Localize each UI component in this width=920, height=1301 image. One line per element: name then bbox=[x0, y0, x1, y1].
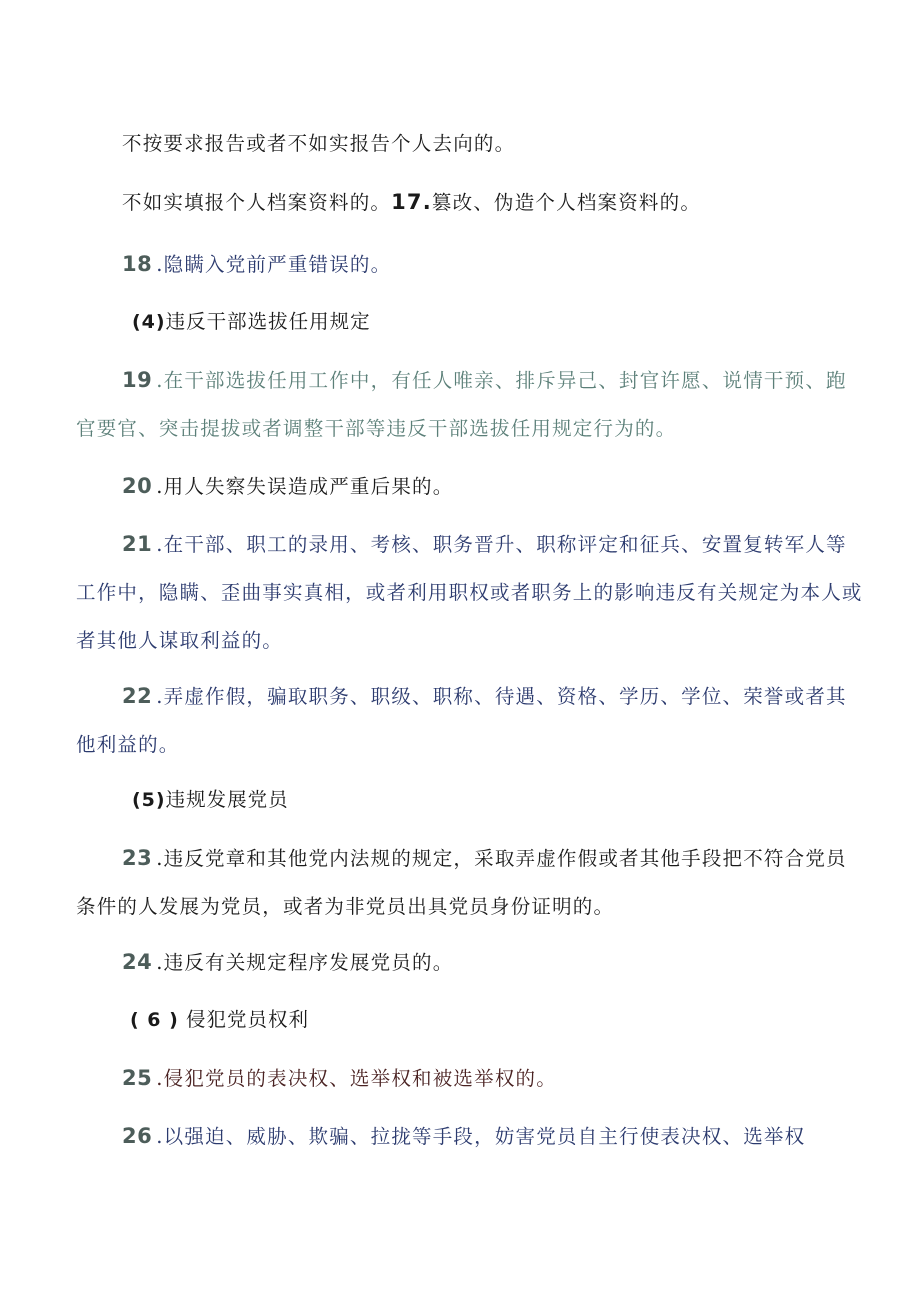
paragraph-text: .以强迫、威胁、欺骗、拉拢等手段，妨害党员自主行使表决权、选举权 bbox=[156, 1125, 806, 1148]
section-heading-5 bbox=[132, 776, 289, 824]
paragraph-text: .侵犯党员的表决权、选举权和被选举权的。 bbox=[156, 1067, 557, 1090]
paragraph-item-19 bbox=[76, 356, 866, 453]
item-number: 18 bbox=[122, 252, 153, 276]
item-number: 19 bbox=[122, 368, 153, 392]
heading-text: 违规发展党员 bbox=[165, 788, 289, 811]
item-number: 21 bbox=[122, 532, 153, 556]
paragraph-text: 不如实填报个人档案资料的。 bbox=[122, 191, 392, 214]
item-number: 17. bbox=[391, 190, 432, 214]
section-heading-4 bbox=[132, 298, 371, 346]
item-number: 26 bbox=[122, 1124, 153, 1148]
paragraph-text: .违反有关规定程序发展党员的。 bbox=[156, 951, 454, 974]
paragraph-item-18 bbox=[76, 240, 866, 289]
item-number: 25 bbox=[122, 1066, 153, 1090]
paragraph-item-26 bbox=[76, 1112, 866, 1161]
paragraph-text: .隐瞒入党前严重错误的。 bbox=[156, 253, 392, 276]
paragraph-item-21 bbox=[76, 520, 866, 665]
heading-number: ( 6 ) bbox=[130, 1009, 179, 1031]
paragraph-text: .用人失察失误造成严重后果的。 bbox=[156, 475, 454, 498]
paragraph-item-24 bbox=[76, 938, 866, 987]
item-number: 22 bbox=[122, 684, 153, 708]
paragraph-item-25 bbox=[76, 1054, 866, 1103]
heading-number: (5) bbox=[132, 789, 166, 811]
paragraph-text: .在干部选拔任用工作中，有任人唯亲、排斥异己、封官许愿、说情干预、跑官要官、突击提拔或者调整干部等违反干部选拔任用规定行为的。 bbox=[76, 369, 847, 440]
paragraph-text: .弄虚作假，骗取职务、职级、职称、待遇、资格、学历、学位、荣誉或者其他利益的。 bbox=[76, 685, 847, 756]
heading-number: (4) bbox=[132, 311, 166, 333]
item-number: 23 bbox=[122, 846, 153, 870]
item-number: 24 bbox=[122, 950, 153, 974]
paragraph-report-whereabouts bbox=[76, 120, 866, 168]
paragraph-text: 不按要求报告或者不如实报告个人去向的。 bbox=[122, 132, 516, 155]
paragraph-item-17 bbox=[76, 178, 866, 227]
heading-text: 侵犯党员权利 bbox=[178, 1008, 310, 1031]
paragraph-text: .在干部、职工的录用、考核、职务晋升、职称评定和征兵、安置复转军人等工作中，隐瞒、歪曲事实真相，或者利用职权或者职务上的影响违反有关规定为本人或者其他人谋取利益的。 bbox=[76, 533, 863, 652]
paragraph-item-20 bbox=[76, 462, 866, 511]
item-number: 20 bbox=[122, 474, 153, 498]
paragraph-text: .违反党章和其他党内法规的规定，采取弄虚作假或者其他手段把不符合党员条件的人发展为党员，或者为非党员出具党员身份证明的。 bbox=[76, 847, 847, 918]
section-heading-6 bbox=[130, 996, 309, 1044]
paragraph-item-22 bbox=[76, 672, 866, 769]
paragraph-item-23 bbox=[76, 834, 866, 931]
heading-text: 违反干部选拔任用规定 bbox=[165, 310, 371, 333]
paragraph-text: 篡改、伪造个人档案资料的。 bbox=[431, 191, 702, 214]
